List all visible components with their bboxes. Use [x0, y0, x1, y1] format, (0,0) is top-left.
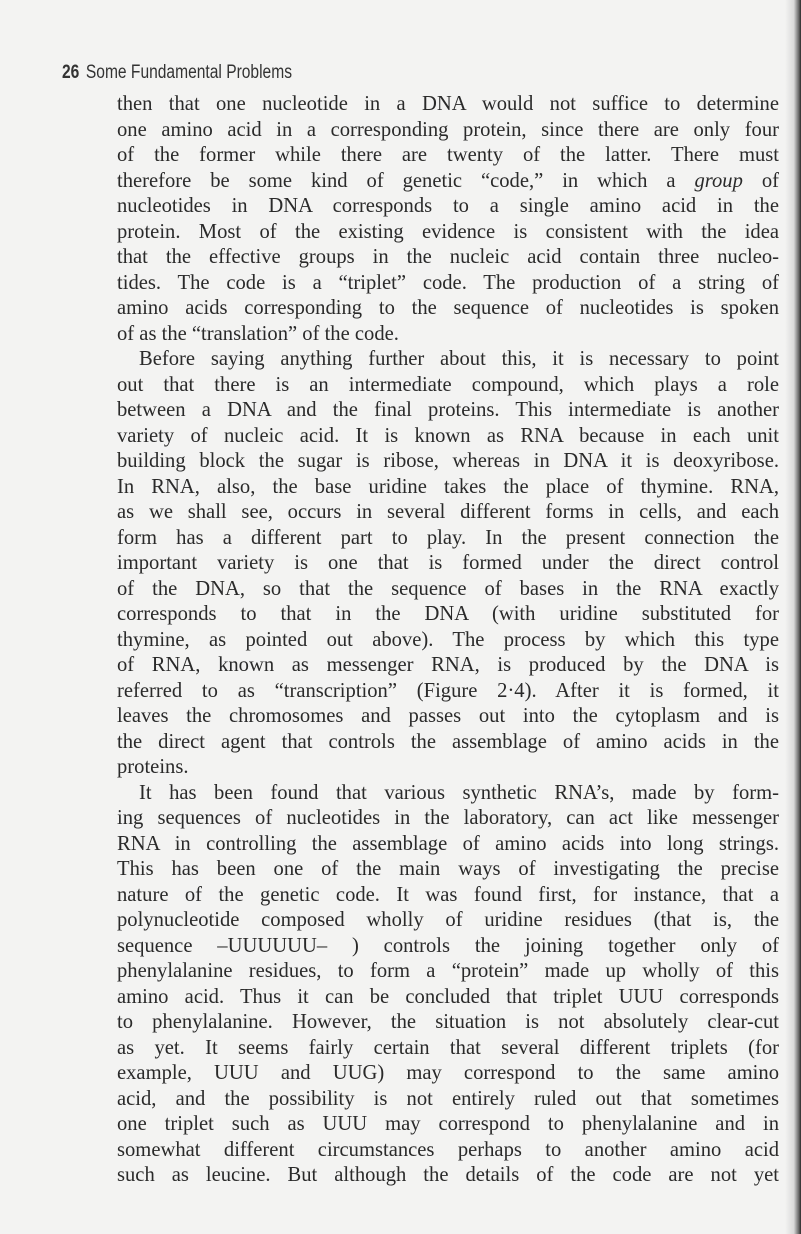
- text-line: In RNA, also, the base uridine takes the place of thymine. RNA,: [117, 475, 779, 498]
- text-segment: of: [742, 169, 779, 192]
- paragraph-3: [117, 781, 779, 1189]
- text-line: acid, and the possibility is not entirely ruled out that sometimes: [117, 1087, 779, 1110]
- text-line: nucleotides in DNA corresponds to a single amino acid in the: [117, 195, 779, 217]
- text-line: sequence –UUUUUU– ) controls the joining together only of: [117, 934, 779, 957]
- text-line: that the effective groups in the nucleic acid contain three nucleo-: [117, 246, 779, 268]
- text-line: of RNA, known as messenger RNA, is produced by the DNA is: [117, 654, 779, 676]
- text-line: between a DNA and the final proteins. This intermediate is another: [117, 399, 779, 421]
- text-line: referred to as “transcription” (Figure 2·4). After it is formed, it: [117, 679, 779, 702]
- text-line: nature of the genetic code. It was found first, for instance, that a: [117, 883, 779, 906]
- text-line: protein. Most of the existing evidence is consistent with the idea: [117, 220, 779, 243]
- emphasized-word: group: [694, 169, 743, 192]
- text-line: polynucleotide composed wholly of uridine residues (that is, the: [117, 909, 779, 931]
- text-line: tides. The code is a “triplet” code. The production of a string of: [117, 271, 779, 294]
- text-line: thymine, as pointed out above). The process by which this type: [117, 628, 779, 651]
- text-line: of the DNA, so that the sequence of bases in the RNA exactly: [117, 577, 779, 600]
- text-line: variety of nucleic acid. It is known as RNA because in each unit: [117, 424, 779, 447]
- text-line: corresponds to that in the DNA (with uridine substituted for: [117, 603, 779, 625]
- text-line: proteins.: [117, 756, 189, 778]
- text-line: out that there is an intermediate compound, which plays a role: [117, 373, 779, 396]
- text-segment: therefore be some kind of genetic “code,” in which a: [117, 169, 695, 192]
- text-line: amino acid. Thus it can be concluded that triplet UUU corresponds: [117, 985, 779, 1008]
- page-spine-shadow: [785, 0, 801, 1234]
- page-number: 26: [62, 62, 80, 83]
- text-line: leaves the chromosomes and passes out into the cytoplasm and is: [117, 705, 779, 727]
- text-line: RNA in controlling the assemblage of amino acids into long strings.: [117, 832, 779, 855]
- text-line: of the former while there are twenty of the latter. There must: [117, 144, 779, 166]
- text-line: important variety is one that is formed under the direct control: [117, 552, 779, 574]
- text-line: form has a different part to play. In the present connection the: [117, 526, 779, 549]
- text-line: somewhat different circumstances perhaps to another amino acid: [117, 1138, 779, 1161]
- text-line: example, UUU and UUG) may correspond to the same amino: [117, 1062, 779, 1084]
- text-line: of as the “translation” of the code.: [117, 322, 399, 345]
- text-line: as yet. It seems fairly certain that several different triplets (for: [117, 1036, 779, 1059]
- paragraph-1: [117, 92, 779, 347]
- text-line: phenylalanine residues, to form a “protein” made up wholly of this: [117, 960, 779, 982]
- text-line: such as leucine. But although the details of the code are not yet: [117, 1164, 779, 1186]
- text-line: the direct agent that controls the assemblage of amino acids in the: [117, 730, 779, 753]
- body-text: [117, 92, 779, 1189]
- text-line: It has been found that various synthetic RNA’s, made by form-: [139, 781, 779, 804]
- text-line: then that one nucleotide in a DNA would not suffice to determine: [117, 93, 779, 115]
- paragraph-2: [117, 347, 779, 781]
- text-line: This has been one of the main ways of investigating the precise: [117, 858, 779, 880]
- text-line: one amino acid in a corresponding protein, since there are only four: [117, 118, 779, 141]
- text-line: Before saying anything further about this, it is necessary to point: [139, 348, 779, 370]
- text-line: to phenylalanine. However, the situation is not absolutely clear-cut: [117, 1011, 779, 1033]
- chapter-title: Some Fundamental Problems: [85, 62, 292, 83]
- text-line: as we shall see, occurs in several different forms in cells, and each: [117, 501, 779, 523]
- running-head: [62, 62, 292, 84]
- text-line: [117, 169, 779, 195]
- text-line: ing sequences of nucleotides in the laboratory, can act like messenger: [117, 807, 779, 829]
- text-line: amino acids corresponding to the sequence of nucleotides is spoken: [117, 297, 779, 319]
- text-line: one triplet such as UUU may correspond to phenylalanine and in: [117, 1113, 779, 1135]
- text-line: building block the sugar is ribose, whereas in DNA it is deoxyribose.: [117, 450, 779, 472]
